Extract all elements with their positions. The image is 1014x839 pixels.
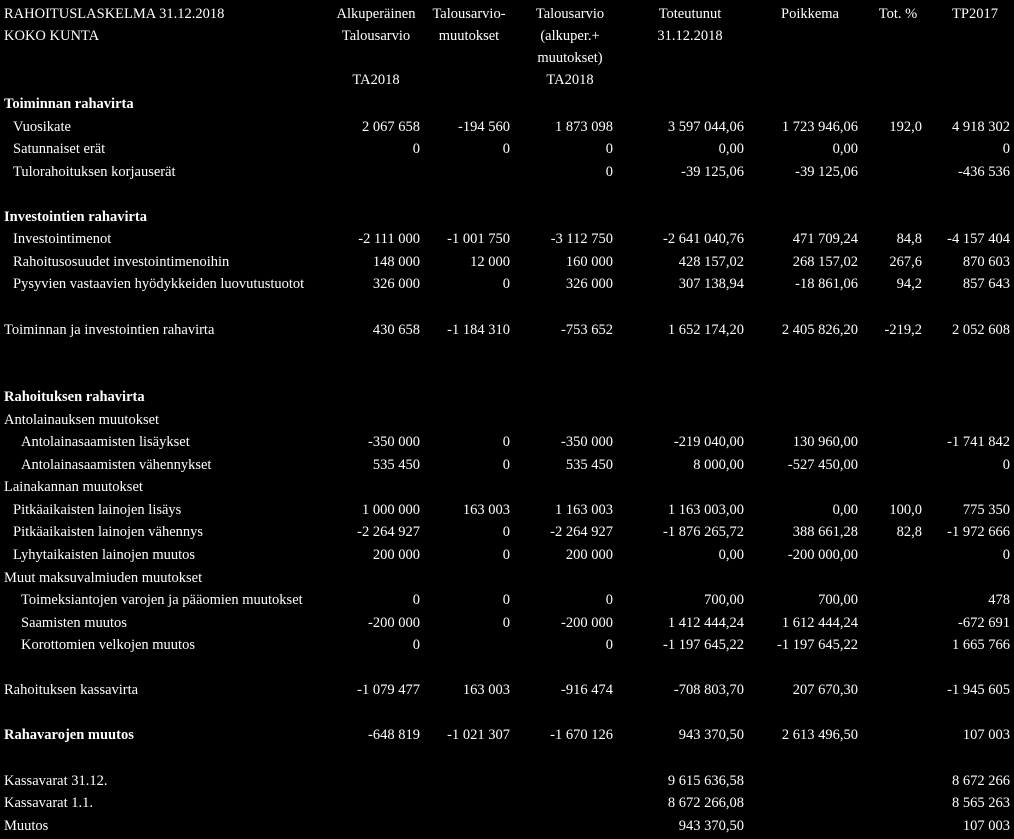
- row-label: Rahoituksen rahavirta: [4, 389, 145, 406]
- cell-revised-budget: 0: [605, 163, 613, 180]
- cell-revised-budget: -200 000: [561, 614, 613, 631]
- cell-realization-pct: -219,2: [884, 321, 922, 338]
- col-header-budget-changes: muutokset: [438, 28, 500, 44]
- cell-realization-pct: 100,0: [889, 501, 922, 518]
- row-label: Muutos: [4, 817, 49, 834]
- cell-tp2017: 857 643: [962, 276, 1010, 293]
- cell-deviation: 130 960,00: [792, 434, 858, 451]
- row-label: Antolainauksen muutokset: [4, 411, 160, 428]
- cell-original-budget: 1 000 000: [362, 501, 420, 518]
- cell-revised-budget: 0: [605, 141, 613, 158]
- cell-revised-budget: 1 873 098: [555, 118, 613, 135]
- col-header-realization-pct: Tot. %: [878, 6, 918, 22]
- cell-actual: -708 803,70: [673, 682, 744, 699]
- cell-original-budget: -200 000: [368, 614, 420, 631]
- cell-tp2017: 8 565 263: [952, 795, 1010, 812]
- cell-revised-budget: 200 000: [565, 547, 613, 563]
- cell-tp2017: -672 691: [958, 614, 1010, 631]
- cell-realization-pct: 84,8: [896, 231, 922, 248]
- cell-deviation: -39 125,06: [795, 163, 858, 180]
- cell-tp2017: 0: [1002, 547, 1010, 563]
- cell-original-budget: 148 000: [372, 253, 420, 270]
- cell-deviation: -1 197 645,22: [777, 637, 858, 654]
- cell-actual: 0,00: [718, 141, 744, 158]
- cell-actual: -2 641 040,76: [663, 231, 744, 248]
- cell-revised-budget: 160 000: [565, 253, 613, 270]
- cell-actual: 8 672 266,08: [667, 795, 744, 812]
- cell-deviation: 388 661,28: [792, 524, 858, 541]
- row-label: Lyhytaikaisten lainojen muutos: [13, 547, 196, 563]
- cell-revised-budget: 535 450: [565, 456, 613, 473]
- cell-original-budget: -1 079 477: [357, 682, 420, 699]
- cell-revised-budget: 0: [605, 637, 613, 654]
- row-label: Korottomien velkojen muutos: [21, 637, 195, 654]
- cell-tp2017: 107 003: [962, 817, 1010, 834]
- cell-revised-budget: 326 000: [565, 276, 613, 293]
- cell-deviation: -18 861,06: [795, 276, 858, 293]
- cell-deviation: 471 709,24: [792, 231, 858, 248]
- cell-deviation: 268 157,02: [792, 253, 858, 270]
- row-label: Rahoituksen kassavirta: [4, 682, 139, 699]
- row-label: Rahoitusosuudet investointimenoihin: [13, 253, 230, 270]
- cell-deviation: 0,00: [832, 501, 858, 518]
- cell-budget-changes: 0: [502, 614, 510, 631]
- cell-budget-changes: -194 560: [458, 118, 510, 135]
- cell-budget-changes: -1 184 310: [447, 321, 510, 338]
- cell-tp2017: 1 665 766: [952, 637, 1010, 654]
- cell-actual: -1 197 645,22: [663, 637, 744, 654]
- cell-revised-budget: -916 474: [561, 682, 613, 699]
- cell-budget-changes: 0: [502, 456, 510, 473]
- cell-revised-budget: -350 000: [561, 434, 613, 451]
- cell-budget-changes: 0: [502, 141, 510, 158]
- col-header-budget-changes: Talousarvio-: [432, 6, 506, 22]
- cell-deviation: 1 723 946,06: [781, 118, 858, 135]
- cell-actual: 8 000,00: [693, 456, 744, 473]
- cell-revised-budget: 1 163 003: [555, 501, 613, 518]
- cell-actual: 943 370,50: [678, 727, 744, 744]
- row-label: Antolainasaamisten vähennykset: [21, 456, 212, 473]
- row-label: Vuosikate: [13, 118, 71, 135]
- cell-budget-changes: 163 003: [462, 682, 510, 699]
- cell-revised-budget: -753 652: [561, 321, 613, 338]
- cell-original-budget: -350 000: [368, 434, 420, 451]
- cell-realization-pct: 82,8: [896, 524, 922, 541]
- cell-original-budget: -2 111 000: [358, 231, 420, 248]
- col-header-actual: 31.12.2018: [657, 28, 723, 44]
- cell-tp2017: 107 003: [962, 727, 1010, 744]
- cell-tp2017: -4 157 404: [947, 231, 1010, 248]
- col-header-actual: Toteutunut: [658, 6, 722, 22]
- cell-tp2017: 775 350: [962, 501, 1010, 518]
- cell-tp2017: 2 052 608: [952, 321, 1010, 338]
- row-label: Investointien rahavirta: [4, 208, 147, 225]
- cell-actual: -1 876 265,72: [663, 524, 744, 541]
- report-title: RAHOITUSLASKELMA 31.12.2018: [4, 6, 225, 22]
- col-header-revised-budget: TA2018: [546, 72, 594, 88]
- row-label: Lainakannan muutokset: [4, 479, 143, 496]
- cell-actual: 943 370,50: [678, 817, 744, 834]
- cell-actual: -39 125,06: [681, 163, 744, 180]
- cell-original-budget: -2 264 927: [357, 524, 420, 541]
- cell-deviation: 0,00: [832, 141, 858, 158]
- cell-tp2017: -1 945 605: [947, 682, 1010, 699]
- col-header-original-budget: TA2018: [352, 72, 400, 88]
- cell-actual: 428 157,02: [678, 253, 744, 270]
- cell-tp2017: -436 536: [958, 163, 1010, 180]
- cell-budget-changes: 0: [502, 434, 510, 451]
- col-header-revised-budget: muutokset): [537, 50, 603, 66]
- cell-tp2017: -1 741 842: [947, 434, 1010, 451]
- cell-original-budget: 0: [412, 592, 420, 609]
- cell-budget-changes: 12 000: [470, 253, 510, 270]
- row-label: Kassavarat 31.12.: [4, 772, 108, 789]
- cell-revised-budget: 0: [605, 592, 613, 609]
- cell-realization-pct: 267,6: [889, 253, 922, 270]
- cell-original-budget: 326 000: [372, 276, 420, 293]
- row-label: Toimeksiantojen varojen ja pääomien muutokset: [21, 592, 303, 609]
- cell-original-budget: 0: [412, 141, 420, 158]
- cell-actual: 700,00: [704, 592, 744, 609]
- cell-tp2017: 0: [1002, 456, 1010, 473]
- row-label: Antolainasaamisten lisäykset: [21, 434, 190, 451]
- col-header-financial-statement-2017: TP2017: [952, 6, 998, 22]
- row-label: Pysyvien vastaavien hyödykkeiden luovutustuotot: [13, 276, 305, 293]
- row-label: Rahavarojen muutos: [4, 727, 134, 744]
- cell-actual: 1 412 444,24: [667, 614, 744, 631]
- cell-tp2017: 0: [1002, 141, 1010, 158]
- row-label: Muut maksuvalmiuden muutokset: [4, 569, 203, 586]
- cell-tp2017: -1 972 666: [947, 524, 1010, 541]
- row-label: Pitkäaikaisten lainojen lisäys: [13, 501, 182, 518]
- report-subtitle: KOKO KUNTA: [4, 28, 100, 44]
- cell-original-budget: 430 658: [372, 321, 420, 338]
- cell-budget-changes: 163 003: [462, 501, 510, 518]
- cell-actual: 0,00: [718, 547, 744, 563]
- cell-tp2017: 478: [988, 592, 1010, 609]
- row-label: Toiminnan rahavirta: [4, 96, 134, 112]
- col-header-original-budget: Talousarvio: [341, 28, 411, 44]
- row-label: Investointimenot: [13, 231, 112, 248]
- cell-budget-changes: 0: [502, 547, 510, 563]
- cell-actual: 1 163 003,00: [667, 501, 744, 518]
- cell-deviation: 2 613 496,50: [781, 727, 858, 744]
- cell-deviation: 2 405 826,20: [781, 321, 858, 338]
- cell-revised-budget: -1 670 126: [550, 727, 613, 744]
- cell-tp2017: 8 672 266: [952, 772, 1010, 789]
- cell-budget-changes: 0: [502, 524, 510, 541]
- col-header-deviation: Poikkema: [781, 6, 839, 22]
- cell-deviation: -527 450,00: [787, 456, 858, 473]
- cell-deviation: -200 000,00: [787, 547, 858, 563]
- cell-deviation: 700,00: [818, 592, 858, 609]
- cell-tp2017: 870 603: [962, 253, 1010, 270]
- cell-original-budget: 2 067 658: [362, 118, 420, 135]
- cell-actual: 3 597 044,06: [667, 118, 744, 135]
- row-label: Satunnaiset erät: [13, 141, 106, 158]
- cell-tp2017: 4 918 302: [952, 118, 1010, 135]
- cell-actual: 1 652 174,20: [667, 321, 744, 338]
- cell-actual: 9 615 636,58: [667, 772, 744, 789]
- cell-deviation: 1 612 444,24: [781, 614, 858, 631]
- col-header-original-budget: Alkuperäinen: [336, 6, 416, 22]
- cell-original-budget: 0: [412, 637, 420, 654]
- cell-revised-budget: -2 264 927: [550, 524, 613, 541]
- row-label: Kassavarat 1.1.: [4, 795, 93, 812]
- cell-budget-changes: -1 001 750: [447, 231, 510, 248]
- cell-actual: 307 138,94: [678, 276, 744, 293]
- cell-budget-changes: 0: [502, 592, 510, 609]
- cell-revised-budget: -3 112 750: [550, 231, 613, 248]
- cell-budget-changes: -1 021 307: [447, 727, 510, 744]
- cell-budget-changes: 0: [502, 276, 510, 293]
- cell-deviation: 207 670,30: [792, 682, 858, 699]
- cell-original-budget: 535 450: [372, 456, 420, 473]
- col-header-revised-budget: Talousarvio: [535, 6, 605, 22]
- cell-realization-pct: 192,0: [889, 118, 922, 135]
- row-label: Saamisten muutos: [21, 614, 127, 631]
- row-label: Toiminnan ja investointien rahavirta: [4, 321, 215, 338]
- col-header-revised-budget: (alkuper.+: [540, 28, 600, 44]
- cell-original-budget: 200 000: [372, 547, 420, 563]
- cell-actual: -219 040,00: [673, 434, 744, 451]
- row-label: Pitkäaikaisten lainojen vähennys: [13, 524, 204, 541]
- row-label: Tulorahoituksen korjauserät: [13, 163, 176, 180]
- cell-realization-pct: 94,2: [896, 276, 922, 293]
- cell-original-budget: -648 819: [368, 727, 420, 744]
